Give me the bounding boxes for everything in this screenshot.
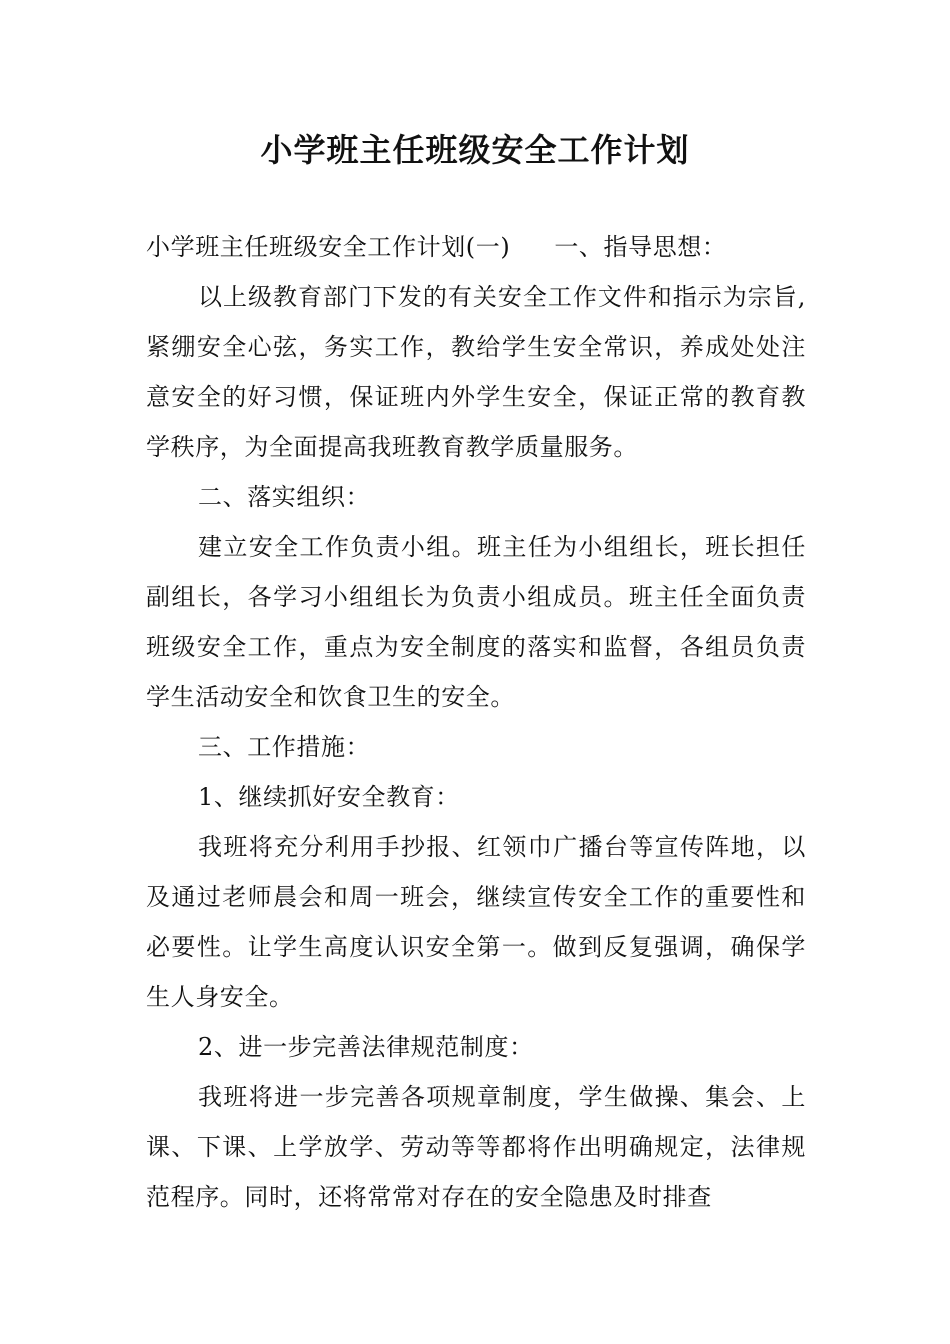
section-heading-3: 三、工作措施： (198, 733, 371, 761)
section-heading-1: 一、指导思想： (554, 233, 727, 261)
paragraph-2: 建立安全工作负责小组。班主任为小组组长，班长担任副组长，各学习小组组长为负责小组成员。班主任全面负责班级安全工作，重点为安全制度的落实和监督，各组员负责学生活动安全和饮食卫生的安全。 (146, 533, 806, 711)
subheading-1: 1、继续抓好安全教育： (198, 783, 460, 811)
paragraph-1: 以上级教育部门下发的有关安全工作文件和指示为宗旨,紧绷安全心弦，务实工作，教给学生安全常识，养成处处注意安全的好习惯，保证班内外学生安全，保证正常的教育教学秩序，为全面提高我班教育教学质量服务。 (146, 283, 806, 461)
document-title: 小学班主任班级安全工作计划 (260, 131, 690, 169)
document-body (146, 222, 806, 1222)
paragraph-4: 我班将进一步完善各项规章制度，学生做操、集会、上课、下课、上学放学、劳动等等都将作出明确规定，法律规范程序。同时，还将常常对存在的安全隐患及时排查 (146, 1083, 806, 1211)
paragraph-3: 我班将充分利用手抄报、红领巾广播台等宣传阵地，以及通过老师晨会和周一班会，继续宣传安全工作的重要性和必要性。让学生高度认识安全第一。做到反复强调，确保学生人身安全。 (146, 833, 806, 1011)
section-heading-2: 二、落实组织： (198, 483, 371, 511)
subtitle-line (146, 222, 806, 272)
subheading-2: 2、进一步完善法律规范制度： (198, 1033, 534, 1061)
document-subtitle: 小学班主任班级安全工作计划(一) (146, 233, 511, 261)
